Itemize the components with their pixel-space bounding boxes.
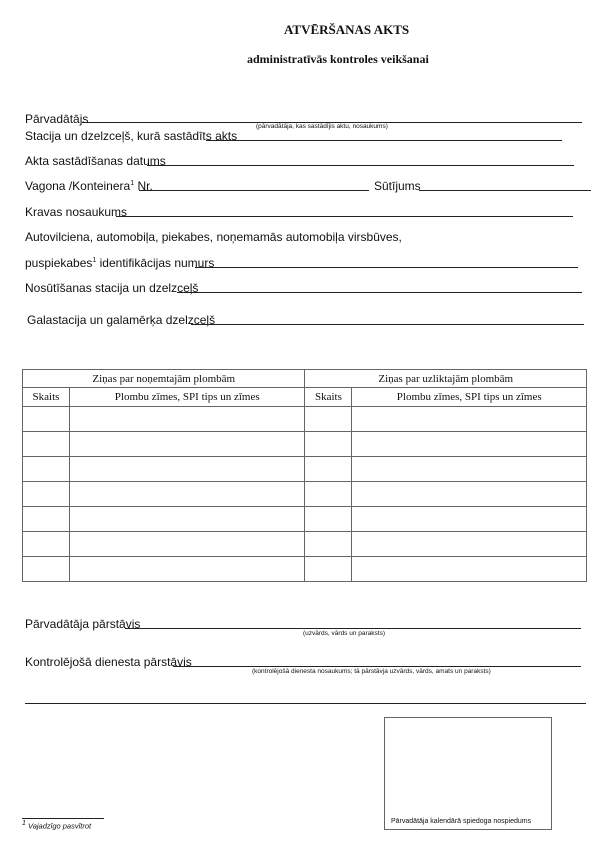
removed-seals-header: Ziņas par noņemtajām plombām xyxy=(23,370,305,388)
removed-seals-col-header: Plombu zīmes, SPI tips un zīmes xyxy=(69,388,305,407)
seals-table xyxy=(22,369,587,582)
footnote-rule xyxy=(22,818,104,819)
table-row xyxy=(23,507,587,532)
control-rep-hint: (kontrolējošā dienesta nosaukums; tā pārstāvja uzvārds, vārds, amats un paraksts) xyxy=(252,668,491,675)
carrier-rep-hint: (uzvārds, vārds un paraksts) xyxy=(303,630,386,637)
table-cell[interactable] xyxy=(352,432,587,457)
vehicle-id-field[interactable] xyxy=(195,267,578,268)
carrier-label: Pārvadātājs xyxy=(25,112,89,126)
divider-line xyxy=(25,703,586,704)
footnote-mark: 1 xyxy=(130,180,135,187)
table-cell[interactable] xyxy=(352,532,587,557)
stamp-caption: Pārvadātāja kalendārā spiedoga nospiedums xyxy=(391,818,532,825)
applied-count-header: Skaits xyxy=(305,388,352,407)
table-row xyxy=(23,457,587,482)
carrier-rep-label: Pārvadātāja pārstāvis xyxy=(25,617,141,631)
table-cell[interactable] xyxy=(23,532,70,557)
wagon-label: Vagona /Konteinera$^1$ Nr. xyxy=(25,179,153,193)
footnote: $^1$ Vajadzīgo pasvītrot xyxy=(22,820,92,831)
station-label: Stacija un dzelzceļš, kurā sastādīts akts xyxy=(25,129,238,143)
table-cell[interactable] xyxy=(69,457,305,482)
table-cell[interactable] xyxy=(69,432,305,457)
table-cell[interactable] xyxy=(69,532,305,557)
vehicle-label-line1: Autovilciena, automobiļa, piekabes, noņemamās automobiļa virsbūves, xyxy=(25,230,402,244)
destination-label: Galastacija un galamērķa dzelzceļš xyxy=(27,313,216,327)
table-cell[interactable] xyxy=(23,407,70,432)
date-label: Akta sastādīšanas datums xyxy=(25,154,166,168)
footnote-mark: 1 xyxy=(92,257,97,264)
wagon-number-field[interactable] xyxy=(139,190,369,191)
table-cell[interactable] xyxy=(305,507,352,532)
station-field[interactable] xyxy=(206,140,562,141)
table-cell[interactable] xyxy=(352,407,587,432)
departure-field[interactable] xyxy=(177,292,582,293)
table-cell[interactable] xyxy=(305,557,352,582)
table-cell[interactable] xyxy=(305,482,352,507)
stamp-box[interactable] xyxy=(384,717,552,830)
applied-seals-col-header: Plombu zīmes, SPI tips un zīmes xyxy=(352,388,587,407)
table-cell[interactable] xyxy=(23,557,70,582)
table-cell[interactable] xyxy=(69,557,305,582)
cargo-field[interactable] xyxy=(116,216,573,217)
table-cell[interactable] xyxy=(69,482,305,507)
shipment-label: Sūtījums xyxy=(374,179,421,193)
table-cell[interactable] xyxy=(23,457,70,482)
table-cell[interactable] xyxy=(23,432,70,457)
table-cell[interactable] xyxy=(352,507,587,532)
table-cell[interactable] xyxy=(23,507,70,532)
cargo-label: Kravas nosaukums xyxy=(25,205,128,219)
table-cell[interactable] xyxy=(305,457,352,482)
shipment-field[interactable] xyxy=(419,190,591,191)
table-cell[interactable] xyxy=(23,482,70,507)
table-cell[interactable] xyxy=(352,482,587,507)
table-row xyxy=(23,432,587,457)
control-rep-field[interactable] xyxy=(173,666,581,667)
applied-seals-header: Ziņas par uzliktajām plombām xyxy=(305,370,587,388)
table-cell[interactable] xyxy=(305,407,352,432)
carrier-rep-field[interactable] xyxy=(125,628,581,629)
control-rep-label: Kontrolējošā dienesta pārstāvis xyxy=(25,655,192,669)
table-row xyxy=(23,482,587,507)
table-cell[interactable] xyxy=(69,507,305,532)
table-row xyxy=(23,532,587,557)
table-row xyxy=(23,407,587,432)
removed-count-header: Skaits xyxy=(23,388,70,407)
table-cell[interactable] xyxy=(69,407,305,432)
destination-field[interactable] xyxy=(191,324,584,325)
table-cell[interactable] xyxy=(305,432,352,457)
document-subtitle: administratīvās kontroles veikšanai xyxy=(247,52,429,66)
table-row xyxy=(23,557,587,582)
departure-label: Nosūtīšanas stacija un dzelzceļš xyxy=(25,281,199,295)
date-field[interactable] xyxy=(147,165,574,166)
vehicle-label-line2: puspiekabes$^1$ identifikācijas numurs xyxy=(25,256,215,270)
table-cell[interactable] xyxy=(352,557,587,582)
table-cell[interactable] xyxy=(305,532,352,557)
carrier-hint: (pārvadātāja, kas sastādījis aktu, nosaukums) xyxy=(256,123,388,130)
table-cell[interactable] xyxy=(352,457,587,482)
